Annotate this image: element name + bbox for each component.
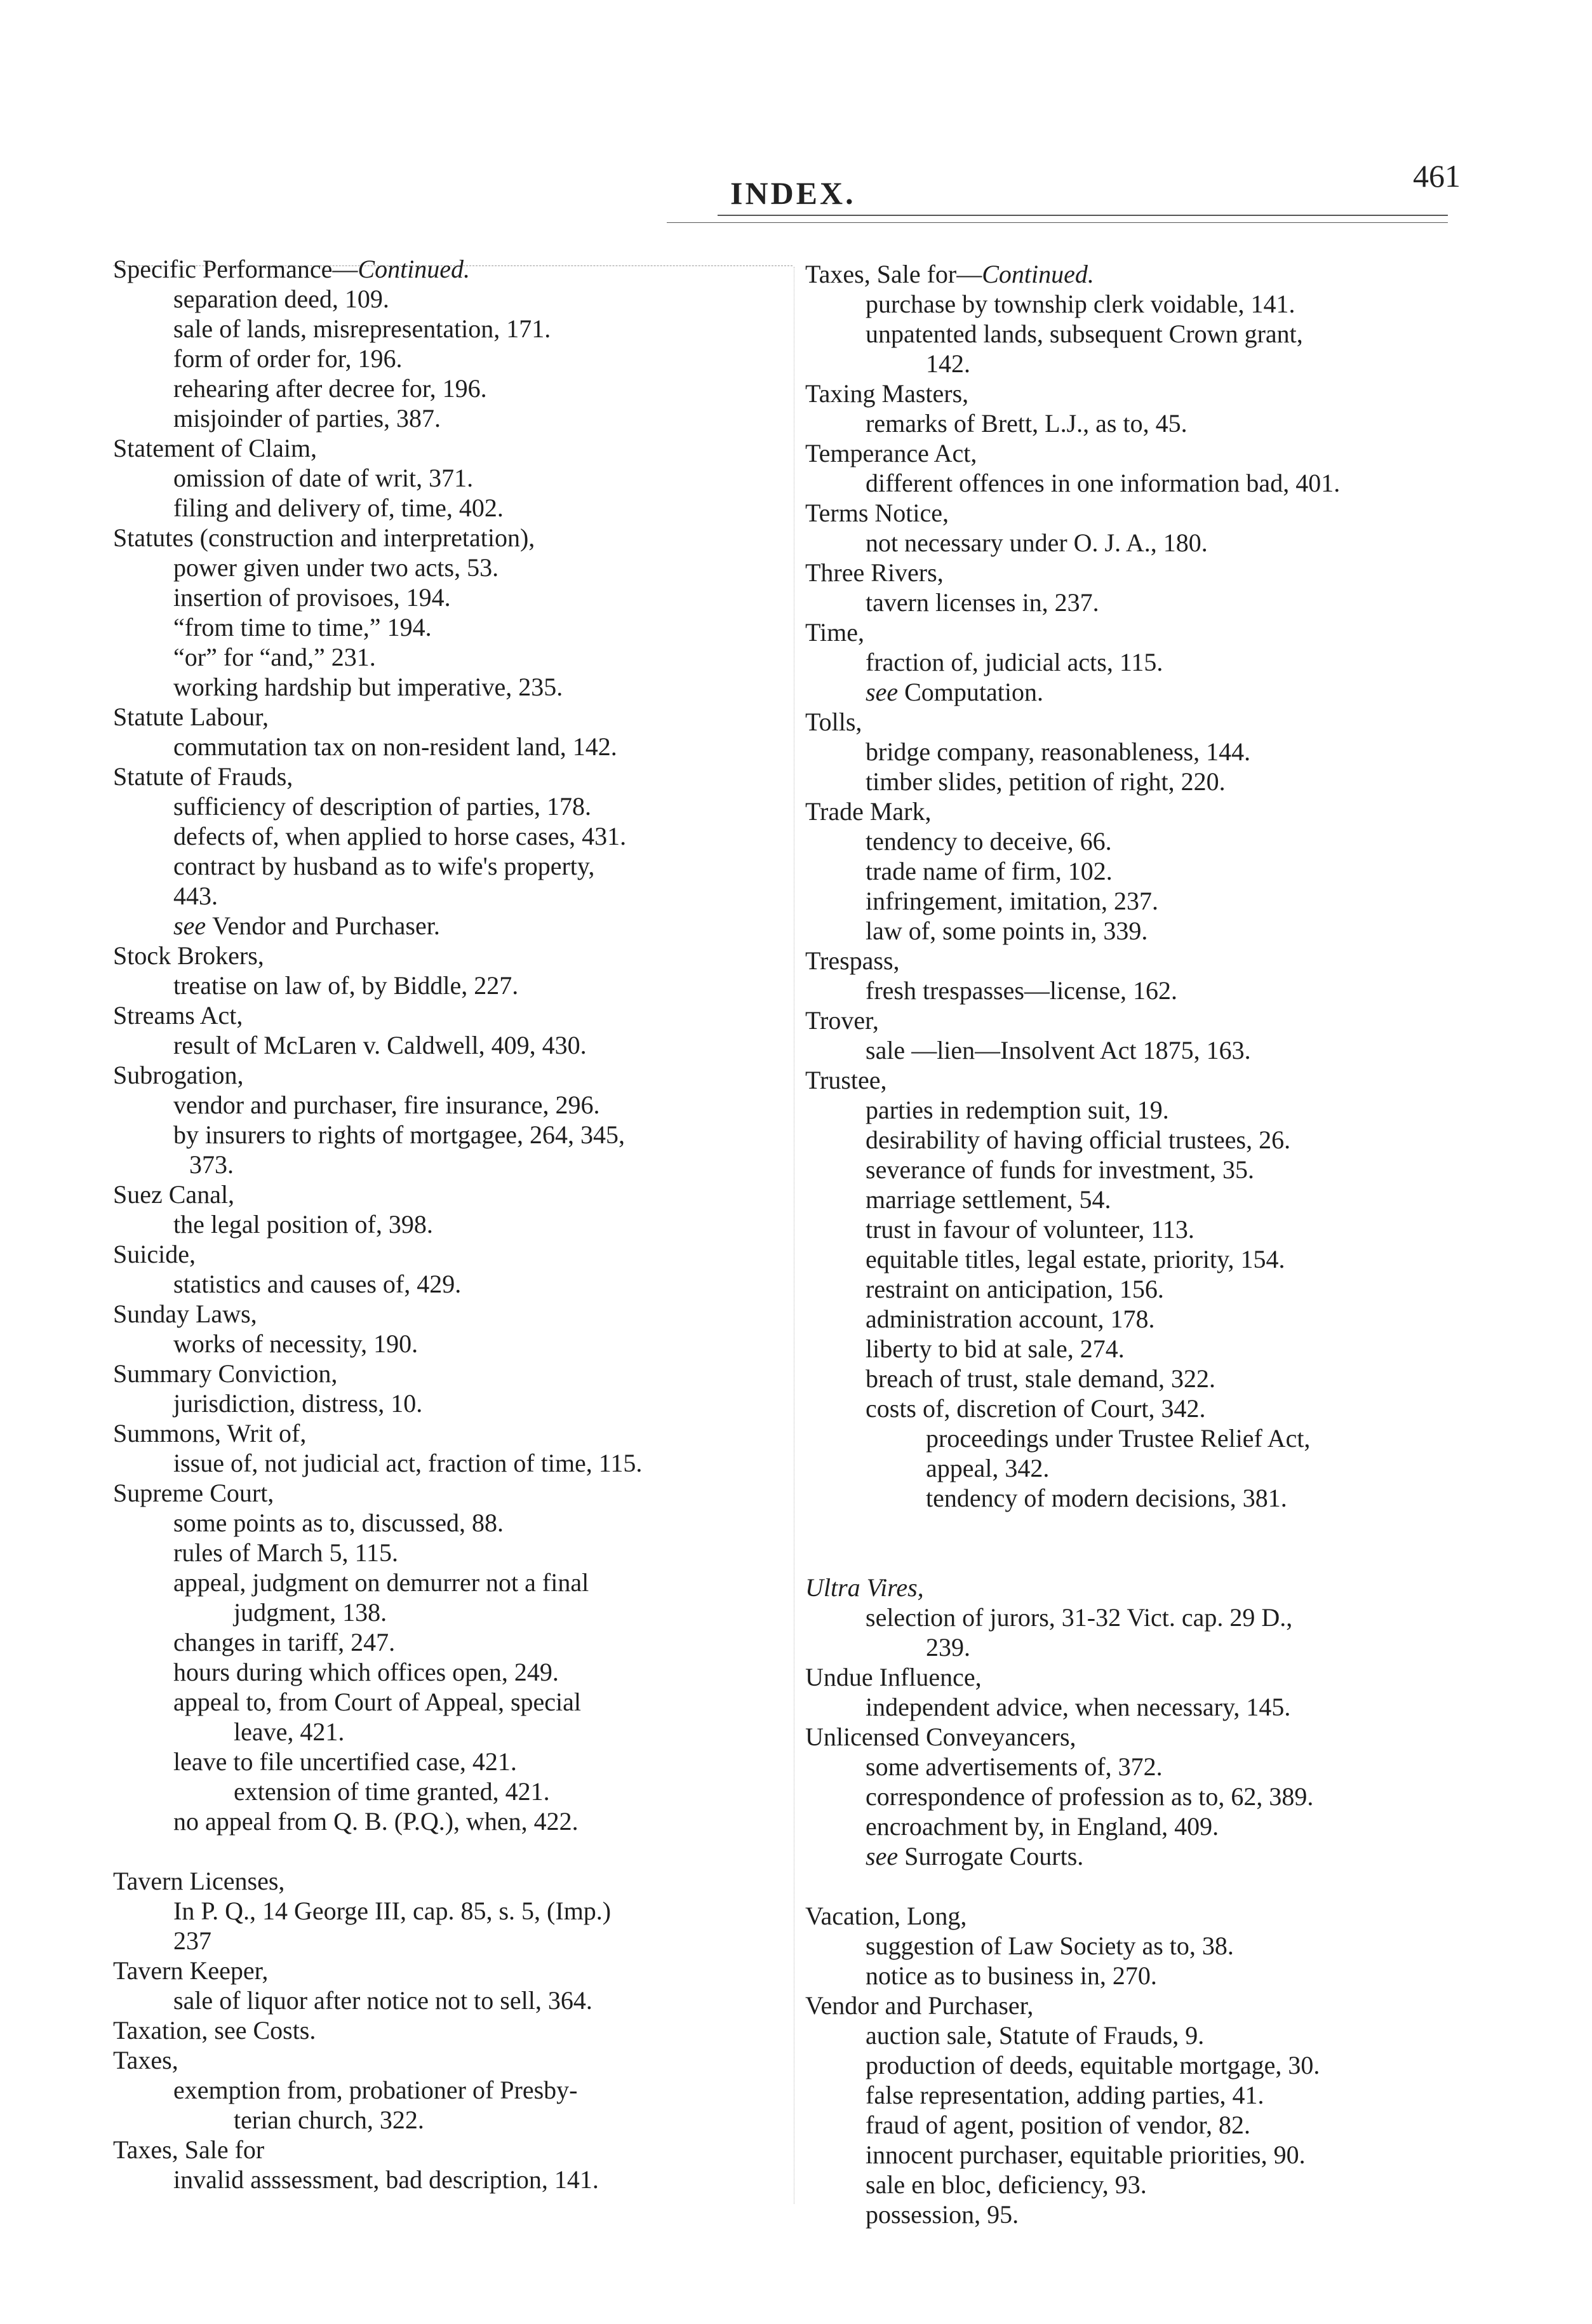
entry-text: Taxes, Sale for xyxy=(113,2135,265,2164)
entry-text: hours during which offices open, 249. xyxy=(173,1658,559,1686)
left-index-column xyxy=(113,254,812,2194)
entry-text: possession, 95. xyxy=(866,2200,1019,2229)
entry-text: Suicide, xyxy=(113,1240,196,1268)
index-subentry xyxy=(805,588,1491,617)
entry-text: vendor and purchaser, fire insurance, 296. xyxy=(173,1091,600,1119)
entry-text: 142. xyxy=(926,349,970,378)
index-subentry xyxy=(113,373,812,403)
entry-text: sale —lien—Insolvent Act 1875, 163. xyxy=(866,1036,1251,1065)
index-subentry xyxy=(113,2075,812,2105)
entry-text: In P. Q., 14 George III, cap. 85, s. 5, (Imp.) xyxy=(173,1897,612,1925)
entry-text: Statute of Frauds, xyxy=(113,762,293,791)
entry-text: exemption from, probationer of Presby- xyxy=(173,2076,578,2104)
index-subentry xyxy=(805,1274,1491,1304)
index-subentry xyxy=(805,528,1491,558)
index-subentry xyxy=(113,1329,812,1359)
index-subentry xyxy=(113,1597,812,1627)
index-subentry xyxy=(113,732,812,762)
index-subentry xyxy=(805,767,1491,796)
entry-text: misjoinder of parties, 387. xyxy=(173,404,441,433)
entry-text: Summary Conviction, xyxy=(113,1359,338,1388)
index-heading xyxy=(113,2135,812,2165)
entry-text: Stock Brokers, xyxy=(113,941,264,970)
entry-text: administration account, 178. xyxy=(866,1305,1155,1333)
index-subentry xyxy=(805,737,1491,767)
index-heading xyxy=(113,433,812,463)
index-subentry xyxy=(113,642,812,672)
index-subentry xyxy=(113,314,812,344)
index-subentry xyxy=(805,916,1491,946)
entry-text: costs of, discretion of Court, 342. xyxy=(866,1394,1206,1423)
right-index-column xyxy=(805,259,1491,2229)
entry-text: tavern licenses in, 237. xyxy=(866,588,1099,617)
index-heading xyxy=(805,558,1491,588)
entry-text: appeal to, from Court of Appeal, special xyxy=(173,1688,582,1716)
entry-text: sale en bloc, deficiency, 93. xyxy=(866,2170,1147,2199)
entry-text: infringement, imitation, 237. xyxy=(866,887,1159,915)
index-subentry xyxy=(805,1125,1491,1155)
index-subentry xyxy=(113,1568,812,1597)
entry-text: leave, 421. xyxy=(234,1717,345,1746)
index-subentry xyxy=(805,976,1491,1005)
index-heading xyxy=(113,1956,812,1985)
entry-text: treatise on law of, by Biddle, 227. xyxy=(173,971,519,1000)
entry-text: separation deed, 109. xyxy=(173,285,389,313)
index-heading xyxy=(113,254,812,284)
entry-text: Vacation, Long, xyxy=(805,1902,967,1930)
index-subentry xyxy=(113,971,812,1000)
entry-text: Statutes (construction and interpretation), xyxy=(113,523,535,552)
entry-text: defects of, when applied to horse cases, 431. xyxy=(173,822,627,850)
index-subentry xyxy=(805,1035,1491,1065)
entry-text: production of deeds, equitable mortgage, 30. xyxy=(866,2051,1320,2079)
index-subentry xyxy=(113,493,812,523)
index-subentry xyxy=(805,1632,1491,1662)
index-subentry xyxy=(113,1896,812,1926)
entry-text: Trespass, xyxy=(805,946,900,975)
section-gap xyxy=(805,1513,1491,1543)
entry-text: works of necessity, 190. xyxy=(173,1329,418,1358)
index-subentry xyxy=(113,1508,812,1538)
index-subentry xyxy=(805,2110,1491,2140)
index-heading xyxy=(113,1359,812,1388)
index-subentry xyxy=(805,2170,1491,2200)
entry-text: rehearing after decree for, 196. xyxy=(173,374,487,403)
entry-text: auction sale, Statute of Frauds, 9. xyxy=(866,2021,1205,2050)
see-reference: see xyxy=(866,678,905,706)
entry-text: fraud of agent, position of vendor, 82. xyxy=(866,2111,1251,2139)
index-subentry xyxy=(805,1394,1491,1423)
entry-text: rules of March 5, 115. xyxy=(173,1538,398,1567)
entry-text: Time, xyxy=(805,618,865,647)
index-heading xyxy=(113,2015,812,2045)
index-subentry xyxy=(113,1777,812,1806)
index-subentry xyxy=(113,1627,812,1657)
index-subentry xyxy=(805,1692,1491,1722)
entry-text: tendency of modern decisions, 381. xyxy=(926,1484,1287,1512)
entry-text: Statute Labour, xyxy=(113,702,269,731)
index-subentry xyxy=(805,1602,1491,1632)
entry-text: Terms Notice, xyxy=(805,499,949,527)
header-rule-bottom xyxy=(667,222,1448,223)
entry-text: bridge company, reasonableness, 144. xyxy=(866,737,1251,766)
index-heading xyxy=(805,498,1491,528)
index-subentry xyxy=(805,677,1491,707)
index-heading xyxy=(113,1418,812,1448)
entry-text: Trade Mark, xyxy=(805,797,932,826)
entry-text: severance of funds for investment, 35. xyxy=(866,1155,1255,1184)
entry-text: Suez Canal, xyxy=(113,1180,235,1209)
entry-text: contract by husband as to wife's property, xyxy=(173,852,595,880)
entry-text: notice as to business in, 270. xyxy=(866,1961,1157,1990)
entry-text: extension of time granted, 421. xyxy=(234,1777,550,1806)
index-subentry xyxy=(805,1483,1491,1513)
entry-text: sufficiency of description of parties, 178. xyxy=(173,792,591,821)
index-subentry xyxy=(805,1095,1491,1125)
index-subentry xyxy=(805,2050,1491,2080)
entry-text: remarks of Brett, L.J., as to, 45. xyxy=(866,409,1187,438)
entry-text: correspondence of profession as to, 62, 389. xyxy=(866,1782,1314,1811)
entry-text: Taxes, xyxy=(113,2046,178,2074)
entry-text: leave to file uncertified case, 421. xyxy=(173,1747,517,1776)
index-subentry xyxy=(805,1841,1491,1871)
index-heading xyxy=(805,1991,1491,2020)
entry-text: Supreme Court, xyxy=(113,1479,274,1507)
header-rule-top xyxy=(718,215,1448,216)
entry-text: Subrogation, xyxy=(113,1061,244,1089)
index-subentry xyxy=(113,2105,812,2135)
index-heading xyxy=(805,259,1491,289)
entry-text: Computation. xyxy=(904,678,1043,706)
index-subentry xyxy=(113,1687,812,1717)
entry-text: Tavern Licenses, xyxy=(113,1867,285,1895)
index-subentry xyxy=(805,349,1491,379)
entry-text: trade name of firm, 102. xyxy=(866,857,1113,885)
entry-text: Taxing Masters, xyxy=(805,379,969,408)
entry-text: working hardship but imperative, 235. xyxy=(173,673,563,701)
entry-text: law of, some points in, 339. xyxy=(866,917,1148,945)
entry-text: 373. xyxy=(189,1150,234,1179)
entry-text: Taxes, Sale for— xyxy=(805,260,982,288)
index-subentry xyxy=(805,468,1491,498)
index-heading xyxy=(805,379,1491,408)
entry-text: Summons, Writ of, xyxy=(113,1419,307,1447)
index-subentry xyxy=(113,1806,812,1836)
index-heading xyxy=(113,1866,812,1896)
index-subentry xyxy=(805,1364,1491,1394)
entry-text: some advertisements of, 372. xyxy=(866,1752,1163,1781)
index-heading xyxy=(113,702,812,732)
entry-text: commutation tax on non-resident land, 142. xyxy=(173,732,617,761)
entry-text: Vendor and Purchaser. xyxy=(212,911,440,940)
index-heading xyxy=(805,1662,1491,1692)
entry-text: Surrogate Courts. xyxy=(904,1842,1084,1871)
entry-text: statistics and causes of, 429. xyxy=(173,1270,462,1298)
index-heading xyxy=(113,523,812,553)
index-subentry xyxy=(805,408,1491,438)
index-heading xyxy=(113,1478,812,1508)
entry-text: Trover, xyxy=(805,1006,879,1035)
index-subentry xyxy=(113,612,812,642)
entry-text: Trustee, xyxy=(805,1066,887,1094)
entry-text: marriage settlement, 54. xyxy=(866,1185,1111,1214)
entry-text: sale of lands, misrepresentation, 171. xyxy=(173,314,551,343)
entry-text: Undue Influence, xyxy=(805,1663,982,1691)
index-heading xyxy=(113,762,812,791)
index-subentry xyxy=(113,1269,812,1299)
entry-text: sale of liquor after notice not to sell, 364. xyxy=(173,1986,592,2015)
entry-text: desirability of having official trustees, 26. xyxy=(866,1125,1291,1154)
entry-text: liberty to bid at sale, 274. xyxy=(866,1334,1125,1363)
entry-text: proceedings under Trustee Relief Act, xyxy=(926,1424,1311,1453)
index-heading xyxy=(113,1179,812,1209)
entry-text: “from time to time,” 194. xyxy=(173,613,432,641)
entry-text: judgment, 138. xyxy=(234,1598,387,1627)
section-gap xyxy=(805,1871,1491,1901)
index-subentry xyxy=(805,1244,1491,1274)
entry-text: terian church, 322. xyxy=(234,2106,424,2134)
entry-italic: Continued. xyxy=(358,255,471,283)
entry-italic: Continued. xyxy=(982,260,1094,288)
entry-text: Unlicensed Conveyancers, xyxy=(805,1723,1076,1751)
entry-text: insertion of provisoes, 194. xyxy=(173,583,451,612)
see-reference: see xyxy=(173,911,213,940)
entry-text: Tolls, xyxy=(805,708,862,736)
entry-text: by insurers to rights of mortgagee, 264, 345, xyxy=(173,1120,625,1149)
index-subentry xyxy=(805,886,1491,916)
entry-italic: Ultra Vires, xyxy=(805,1573,924,1602)
entry-text: timber slides, petition of right, 220. xyxy=(866,767,1226,796)
index-subentry xyxy=(805,2200,1491,2229)
entry-text: 443. xyxy=(173,882,218,910)
index-subentry xyxy=(113,553,812,582)
entry-text: power given under two acts, 53. xyxy=(173,553,499,582)
entry-text: fraction of, judicial acts, 115. xyxy=(866,648,1163,676)
index-heading xyxy=(113,1060,812,1090)
index-subentry xyxy=(113,1448,812,1478)
index-subentry xyxy=(113,1926,812,1956)
entry-text: purchase by township clerk voidable, 141. xyxy=(866,290,1295,318)
entry-text: issue of, not judicial act, fraction of time, 115. xyxy=(173,1449,643,1477)
index-subentry xyxy=(113,463,812,493)
index-subentry xyxy=(805,1782,1491,1811)
index-heading xyxy=(805,1901,1491,1931)
entry-text: equitable titles, legal estate, priority, 154. xyxy=(866,1245,1285,1273)
index-subentry xyxy=(805,1185,1491,1214)
entry-text: Three Rivers, xyxy=(805,558,944,587)
index-subentry xyxy=(805,289,1491,319)
entry-text: Tavern Keeper, xyxy=(113,1956,269,1985)
index-subentry xyxy=(805,647,1491,677)
index-subentry xyxy=(113,1030,812,1060)
index-heading xyxy=(805,796,1491,826)
index-subentry xyxy=(805,1214,1491,1244)
index-heading xyxy=(113,1299,812,1329)
section-gap xyxy=(805,1543,1491,1573)
index-subentry xyxy=(113,791,812,821)
entry-text: trust in favour of volunteer, 113. xyxy=(866,1215,1194,1244)
index-subentry xyxy=(113,1985,812,2015)
index-heading xyxy=(805,1722,1491,1752)
index-subentry xyxy=(113,403,812,433)
index-subentry xyxy=(113,1388,812,1418)
entry-text: some points as to, discussed, 88. xyxy=(173,1508,504,1537)
entry-text: selection of jurors, 31-32 Vict. cap. 29 D., xyxy=(866,1603,1293,1632)
index-subentry xyxy=(113,1657,812,1687)
entry-text: invalid asssessment, bad description, 141. xyxy=(173,2165,599,2194)
entry-text: Temperance Act, xyxy=(805,439,977,467)
index-subentry xyxy=(805,1304,1491,1334)
index-heading xyxy=(805,617,1491,647)
index-heading xyxy=(805,438,1491,468)
entry-text: 237 xyxy=(173,1926,211,1955)
page-number: 461 xyxy=(1413,158,1461,194)
index-subentry xyxy=(113,1747,812,1777)
index-heading xyxy=(805,1573,1491,1602)
index-subentry xyxy=(113,672,812,702)
entry-text: filing and delivery of, time, 402. xyxy=(173,494,504,522)
index-subentry xyxy=(805,856,1491,886)
entry-text: restraint on anticipation, 156. xyxy=(866,1275,1164,1303)
index-subentry xyxy=(805,2080,1491,2110)
index-subentry xyxy=(113,821,812,851)
index-subentry xyxy=(113,1150,812,1179)
index-subentry xyxy=(113,284,812,314)
entry-text: not necessary under O. J. A., 180. xyxy=(866,528,1208,557)
entry-text: form of order for, 196. xyxy=(173,344,403,373)
index-heading xyxy=(113,941,812,971)
entry-text: tendency to deceive, 66. xyxy=(866,827,1112,856)
entry-text: no appeal from Q. B. (P.Q.), when, 422. xyxy=(173,1807,579,1836)
page-title: INDEX. xyxy=(730,175,856,211)
index-subentry xyxy=(113,1717,812,1747)
entry-text: jurisdiction, distress, 10. xyxy=(173,1389,423,1418)
entry-text: Streams Act, xyxy=(113,1001,243,1030)
index-subentry xyxy=(805,1334,1491,1364)
index-subentry xyxy=(805,319,1491,349)
entry-text: Sunday Laws, xyxy=(113,1300,257,1328)
index-subentry xyxy=(113,2165,812,2194)
index-subentry xyxy=(113,1090,812,1120)
index-heading xyxy=(113,2045,812,2075)
index-heading xyxy=(113,1000,812,1030)
index-heading xyxy=(805,1065,1491,1095)
entry-text: Specific Performance— xyxy=(113,255,358,283)
index-heading xyxy=(113,1239,812,1269)
entry-text: unpatented lands, subsequent Crown grant, xyxy=(866,319,1303,348)
entry-text: 239. xyxy=(926,1633,970,1662)
index-heading xyxy=(805,1005,1491,1035)
entry-text: independent advice, when necessary, 145. xyxy=(866,1693,1291,1721)
entry-text: Vendor and Purchaser, xyxy=(805,1991,1034,2020)
entry-text: encroachment by, in England, 409. xyxy=(866,1812,1219,1841)
entry-text: suggestion of Law Society as to, 38. xyxy=(866,1931,1234,1960)
entry-text: false representation, adding parties, 41. xyxy=(866,2081,1264,2109)
index-subentry xyxy=(113,1120,812,1150)
entry-text: Statement of Claim, xyxy=(113,434,318,462)
index-subentry xyxy=(805,1931,1491,1961)
index-subentry xyxy=(805,1961,1491,1991)
entry-text: different offences in one information bad, 401. xyxy=(866,469,1341,497)
index-subentry xyxy=(113,881,812,911)
see-reference: see xyxy=(866,1842,905,1871)
entry-text: fresh trespasses—license, 162. xyxy=(866,976,1177,1005)
index-subentry xyxy=(805,1752,1491,1782)
entry-text: the legal position of, 398. xyxy=(173,1210,433,1239)
entry-text: appeal, judgment on demurrer not a final xyxy=(173,1568,589,1597)
index-subentry xyxy=(805,1155,1491,1185)
index-subentry xyxy=(113,1538,812,1568)
entry-text: breach of trust, stale demand, 322. xyxy=(866,1364,1215,1393)
index-subentry xyxy=(113,1209,812,1239)
index-heading xyxy=(805,707,1491,737)
index-subentry xyxy=(805,1453,1491,1483)
index-subentry xyxy=(113,851,812,881)
entry-text: “or” for “and,” 231. xyxy=(173,643,376,671)
section-gap xyxy=(113,1836,812,1866)
index-subentry xyxy=(113,911,812,941)
entry-text: changes in tariff, 247. xyxy=(173,1628,396,1656)
index-subentry xyxy=(805,1423,1491,1453)
index-subentry xyxy=(113,582,812,612)
index-subentry xyxy=(805,1811,1491,1841)
entry-text: result of McLaren v. Caldwell, 409, 430. xyxy=(173,1031,587,1059)
index-subentry xyxy=(805,2020,1491,2050)
index-heading xyxy=(805,946,1491,976)
entry-text: omission of date of writ, 371. xyxy=(173,464,474,492)
entry-text: appeal, 342. xyxy=(926,1454,1050,1482)
index-subentry xyxy=(805,826,1491,856)
index-subentry xyxy=(113,344,812,373)
index-subentry xyxy=(805,2140,1491,2170)
entry-text: innocent purchaser, equitable priorities, 90. xyxy=(866,2140,1306,2169)
entry-text: parties in redemption suit, 19. xyxy=(866,1096,1169,1124)
entry-text: Taxation, see Costs. xyxy=(113,2016,316,2045)
